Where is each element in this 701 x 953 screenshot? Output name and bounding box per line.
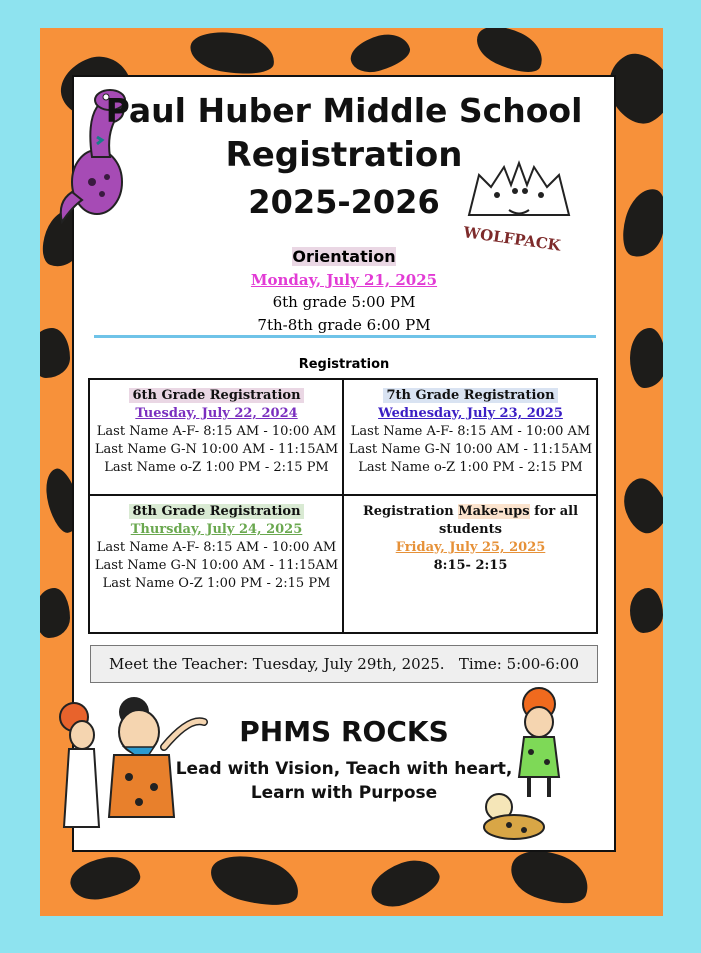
grade7-title: 7th Grade Registration <box>383 388 557 403</box>
grade8-slot-1: Last Name A-F- 8:15 AM - 10:00 AM <box>96 540 337 555</box>
grade7-slot-3: Last Name o-Z 1:00 PM - 2:15 PM <box>358 460 583 475</box>
makeups-title-line2: students <box>439 522 502 537</box>
motto-line-1: Lead with Vision, Teach with heart, <box>175 759 513 779</box>
grade8-slot-3: Last Name O-Z 1:00 PM - 2:15 PM <box>102 576 331 591</box>
grade6-slot-3: Last Name o-Z 1:00 PM - 2:15 PM <box>104 460 329 475</box>
meet-the-teacher-banner: Meet the Teacher: Tuesday, July 29th, 2025. Time: 5:00-6:00 <box>90 645 598 683</box>
wolfpack-logo <box>459 155 577 255</box>
grade6-title: 6th Grade Registration <box>129 388 303 403</box>
makeups-title: Registration Make-ups for all <box>362 504 579 519</box>
grade7-date: Wednesday, July 23, 2025 <box>378 406 563 421</box>
grade6-cell <box>90 380 343 496</box>
section-divider <box>94 335 596 338</box>
orientation-7th-8th: 7th-8th grade 6:00 PM <box>257 316 431 334</box>
makeups-date: Friday, July 25, 2025 <box>395 540 546 555</box>
motto-line-2: Learn with Purpose <box>250 783 438 803</box>
grade6-date: Tuesday, July 22, 2024 <box>135 406 298 421</box>
grade8-title: 8th Grade Registration <box>129 504 303 519</box>
registration-title: Registration <box>225 135 463 175</box>
school-name: Paul Huber Middle School <box>105 91 583 130</box>
orientation-label: Orientation <box>292 247 396 266</box>
cartoon-kids-icon <box>459 682 569 852</box>
wolfpack-logo-text: WOLFPACK <box>462 223 562 255</box>
wolf-heads-icon <box>459 155 577 227</box>
school-year: 2025-2026 <box>248 183 440 221</box>
grade6-slot-2: Last Name G-N 10:00 AM - 11:15AM <box>94 442 339 457</box>
grade6-slot-1: Last Name A-F- 8:15 AM - 10:00 AM <box>96 424 337 439</box>
registration-table <box>88 378 598 634</box>
grade7-cell <box>344 380 597 496</box>
makeups-time: 8:15- 2:15 <box>433 558 508 573</box>
flyer-card <box>72 75 616 852</box>
orientation-6th: 6th grade 5:00 PM <box>272 293 416 311</box>
grade7-slot-1: Last Name A-F- 8:15 AM - 10:00 AM <box>350 424 591 439</box>
orientation-date: Monday, July 21, 2025 <box>250 271 438 289</box>
grade8-slot-2: Last Name G-N 10:00 AM - 11:15AM <box>94 558 339 573</box>
grade7-slot-2: Last Name G-N 10:00 AM - 11:15AM <box>348 442 593 457</box>
grade8-cell <box>90 496 343 612</box>
phms-rocks-headline: PHMS ROCKS <box>239 715 449 748</box>
grade8-date: Thursday, July 24, 2025 <box>130 522 303 537</box>
makeups-cell <box>344 496 597 612</box>
registration-heading: Registration <box>298 357 390 372</box>
